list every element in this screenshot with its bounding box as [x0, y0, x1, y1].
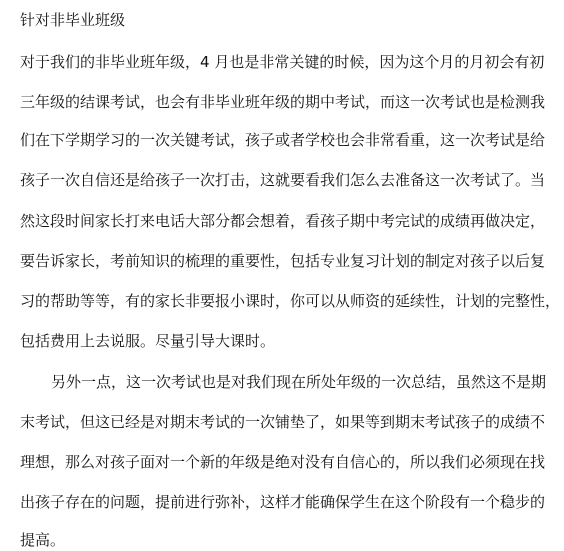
paragraph-2-line: 末考试，但这已经是对期末考试的一次铺垫了，如果等到期末考试孩子的成绩不: [20, 413, 546, 431]
paragraph-1-line: 要告诉家长，考前知识的梳理的重要性，包括专业复习计划的制定对孩子以后复: [20, 252, 546, 270]
paragraph-1-line: 习的帮助等等，有的家长非要报小课时，你可以从师资的延续性，计划的完整性，: [20, 292, 561, 310]
paragraph-1-line: 孩子一次自信还是给孩子一次打击，这就要看我们怎么去准备这一次考试了。当: [20, 171, 546, 189]
paragraph-2-line: 出孩子存在的问题，提前进行弥补，这样才能确保学生在这个阶段有一个稳步的: [20, 493, 546, 511]
paragraph-1-line: 们在下学期学习的一次关键考试，孩子或者学校也会非常看重，这一次考试是给: [20, 131, 546, 149]
paragraph-2-line: 提高。: [20, 531, 66, 549]
paragraph-1-line: 然这段时间家长打来电话大部分都会想着，看孩子期中考完试的成绩再做决定，: [20, 212, 546, 230]
document-heading: 针对非毕业班级: [20, 11, 126, 29]
paragraph-2-line: 理想，那么对孩子面对一个新的年级是绝对没有自信心的，所以我们必须现在找: [20, 453, 546, 471]
paragraph-1-line: 三年级的结课考试，也会有非毕业班年级的期中考试，而这一次考试也是检测我: [20, 93, 546, 111]
paragraph-1-line: 包括费用上去说服。尽量引导大课时。: [20, 332, 276, 350]
paragraph-1-line: 对于我们的非毕业班年级，4 月也是非常关键的时候，因为这个月的月初会有初: [20, 53, 545, 71]
paragraph-2-line: 另外一点，这一次考试也是对我们现在所处年级的一次总结，虽然这不是期: [51, 373, 547, 391]
